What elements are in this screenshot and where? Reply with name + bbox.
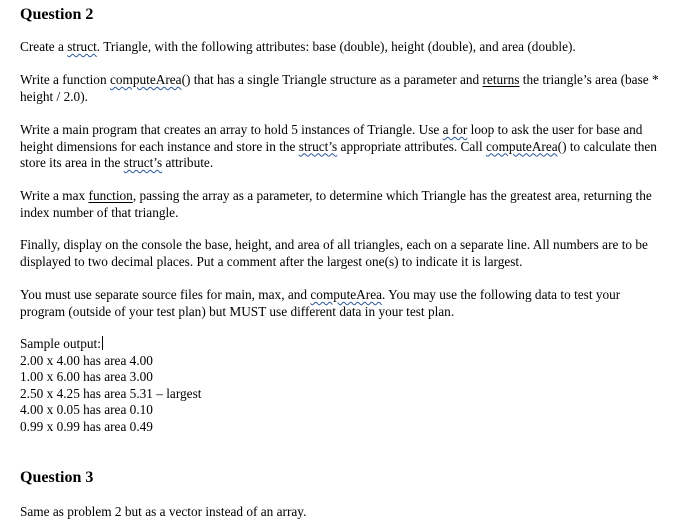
sample-output-block xyxy=(20,336,420,435)
q2-paragraph-display: Finally, display on the console the base, height, and area of all triangles, each on a separate line. All numbers are to be displayed to two decimal places. Put a comment after the largest one(s) to indicate it is largest. xyxy=(20,237,648,269)
spellcheck-word: struct’s xyxy=(298,138,338,154)
text-run: . You may use the following data to test your program (outside of your test plan) but MUST use different data in your test plan. xyxy=(20,287,621,319)
text-run: () to calculate then store its area in the xyxy=(20,138,657,170)
text-run: Write a main program that creates an array to hold 5 instances of Triangle. Use xyxy=(20,122,443,137)
text-cursor xyxy=(102,336,103,350)
spellcheck-word: a for xyxy=(442,122,468,137)
sample-line: 1.00 x 6.00 has area 3.00 xyxy=(20,369,153,384)
text-run: appropriate attributes. Call xyxy=(337,138,487,154)
spellcheck-word: computeArea xyxy=(109,72,182,87)
text-run: . Triangle, with the following attributes: base (double), height (double), and area (double). xyxy=(96,39,576,54)
spellcheck-word: struct’s xyxy=(123,155,163,170)
text-run: the triangle’s area (base * height / 2.0). xyxy=(20,72,659,104)
text-run: Create a xyxy=(20,39,68,54)
sample-output-label: Sample output: xyxy=(20,336,101,351)
underlined-word: returns xyxy=(482,72,520,87)
text-run: () that has a single Triangle structure as a parameter and xyxy=(181,72,483,87)
text-run: loop to ask the user for base and height dimensions for each instance and store in the xyxy=(20,122,643,154)
document-page xyxy=(20,0,672,530)
q3-paragraph: Same as problem 2 but as a vector instead of an array. xyxy=(20,504,307,519)
text-run: Write a max xyxy=(20,188,89,203)
text-run: , passing the array as a parameter, to determine which Triangle has the greatest area, returning the index number of that triangle. xyxy=(20,188,652,220)
text-run: You must use separate source files for main, max, and xyxy=(20,287,311,302)
sample-line: 2.00 x 4.00 has area 4.00 xyxy=(20,352,153,368)
q2-paragraph-struct xyxy=(20,39,668,56)
spellcheck-word: computeArea xyxy=(310,287,383,302)
sample-line: 2.50 x 4.25 has area 5.31 – largest xyxy=(20,385,202,401)
spellcheck-word: computeArea xyxy=(486,138,558,154)
sample-line: 0.99 x 0.99 has area 0.49 xyxy=(20,418,153,434)
q2-paragraph-main-program xyxy=(20,122,668,172)
q2-paragraph-source-files xyxy=(20,287,668,320)
text-run: attribute. xyxy=(162,155,214,170)
sample-line: 4.00 x 0.05 has area 0.10 xyxy=(20,402,153,417)
question-2-heading: Question 2 xyxy=(20,6,94,23)
sample-output-label-line xyxy=(20,336,420,353)
question-3-heading: Question 3 xyxy=(20,469,94,486)
text-run: Write a function xyxy=(20,72,110,87)
q2-paragraph-compute-area xyxy=(20,72,668,105)
underlined-word: function xyxy=(88,188,133,203)
q2-paragraph-max-function xyxy=(20,188,668,221)
spellcheck-word: struct xyxy=(67,39,97,54)
